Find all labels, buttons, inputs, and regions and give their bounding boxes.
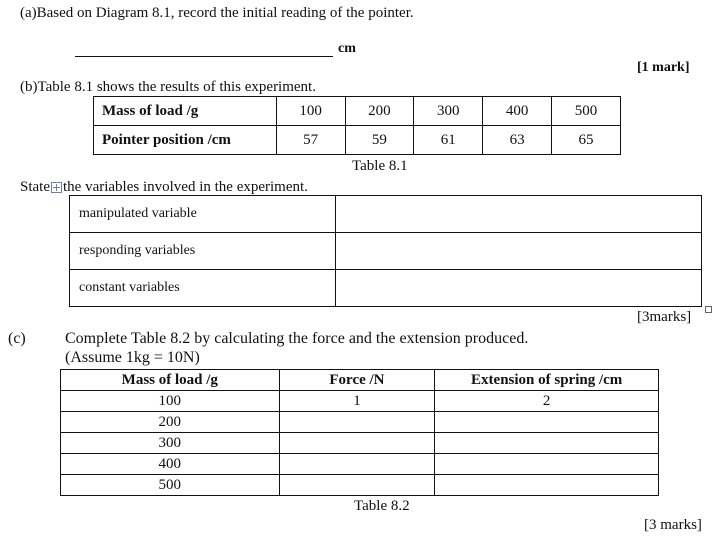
table-cell: 59 xyxy=(345,126,414,155)
force-cell: 1 xyxy=(279,391,435,412)
answer-cell[interactable] xyxy=(335,233,701,270)
table-header-row xyxy=(61,370,659,391)
table-row xyxy=(61,475,659,496)
mass-cell: 400 xyxy=(61,454,280,475)
table-cell: 100 xyxy=(276,97,345,126)
table-cell-header: Pointer position /cm xyxy=(94,126,277,155)
table-row xyxy=(70,196,702,233)
answer-blank-a[interactable] xyxy=(75,56,333,57)
table-8-2-caption: Table 8.2 xyxy=(354,498,410,514)
table-row xyxy=(70,233,702,270)
assumption-note: (Assume 1kg = 10N) xyxy=(65,349,200,366)
extension-cell[interactable] xyxy=(435,475,659,496)
table-8-1-caption: Table 8.1 xyxy=(352,158,408,174)
table-row xyxy=(61,391,659,412)
state-suffix: the variables involved in the experiment. xyxy=(63,179,308,195)
mass-cell: 500 xyxy=(61,475,280,496)
unit-cm: cm xyxy=(338,41,356,56)
state-variables-text xyxy=(20,179,308,196)
table-8-1 xyxy=(93,96,621,155)
mass-cell: 300 xyxy=(61,433,280,454)
table-cell: 61 xyxy=(414,126,483,155)
mass-cell: 100 xyxy=(61,391,280,412)
question-a-text: (a)Based on Diagram 8.1, record the initial reading of the pointer. xyxy=(20,5,414,21)
table-cell: 57 xyxy=(276,126,345,155)
force-cell[interactable] xyxy=(279,475,435,496)
question-c-text: Complete Table 8.2 by calculating the force and the extension produced. xyxy=(65,330,529,347)
state-prefix: State xyxy=(20,179,50,195)
extension-cell[interactable] xyxy=(435,433,659,454)
force-cell[interactable] xyxy=(279,412,435,433)
force-cell[interactable] xyxy=(279,433,435,454)
variable-label: manipulated variable xyxy=(70,196,336,233)
table-cell: 300 xyxy=(414,97,483,126)
column-header: Force /N xyxy=(279,370,435,391)
move-anchor-icon[interactable] xyxy=(51,182,62,193)
table-row xyxy=(61,412,659,433)
table-8-2 xyxy=(60,369,659,496)
table-cell-header: Mass of load /g xyxy=(94,97,277,126)
force-cell[interactable] xyxy=(279,454,435,475)
answer-cell[interactable] xyxy=(335,196,701,233)
answer-cell[interactable] xyxy=(335,270,701,307)
marks-b: [3marks] xyxy=(637,309,692,325)
extension-cell[interactable] xyxy=(435,412,659,433)
table-cell: 65 xyxy=(552,126,621,155)
variable-label: responding variables xyxy=(70,233,336,270)
table-row xyxy=(94,126,621,155)
column-header: Extension of spring /cm xyxy=(435,370,659,391)
table-cell: 500 xyxy=(552,97,621,126)
extension-cell[interactable] xyxy=(435,454,659,475)
table-cell: 63 xyxy=(483,126,552,155)
column-header: Mass of load /g xyxy=(61,370,280,391)
question-b-text: (b)Table 8.1 shows the results of this experiment. xyxy=(20,79,316,95)
table-row xyxy=(94,97,621,126)
table-row xyxy=(61,454,659,475)
marks-c: [3 marks] xyxy=(644,517,702,533)
marks-a: [1 mark] xyxy=(637,60,690,75)
variable-label: constant variables xyxy=(70,270,336,307)
table-row xyxy=(70,270,702,307)
question-c-label: (c) xyxy=(8,330,26,347)
table-cell: 400 xyxy=(483,97,552,126)
table-cell: 200 xyxy=(345,97,414,126)
variables-table xyxy=(69,195,702,307)
resize-handle-icon[interactable] xyxy=(705,306,712,313)
mass-cell: 200 xyxy=(61,412,280,433)
extension-cell: 2 xyxy=(435,391,659,412)
table-row xyxy=(61,433,659,454)
